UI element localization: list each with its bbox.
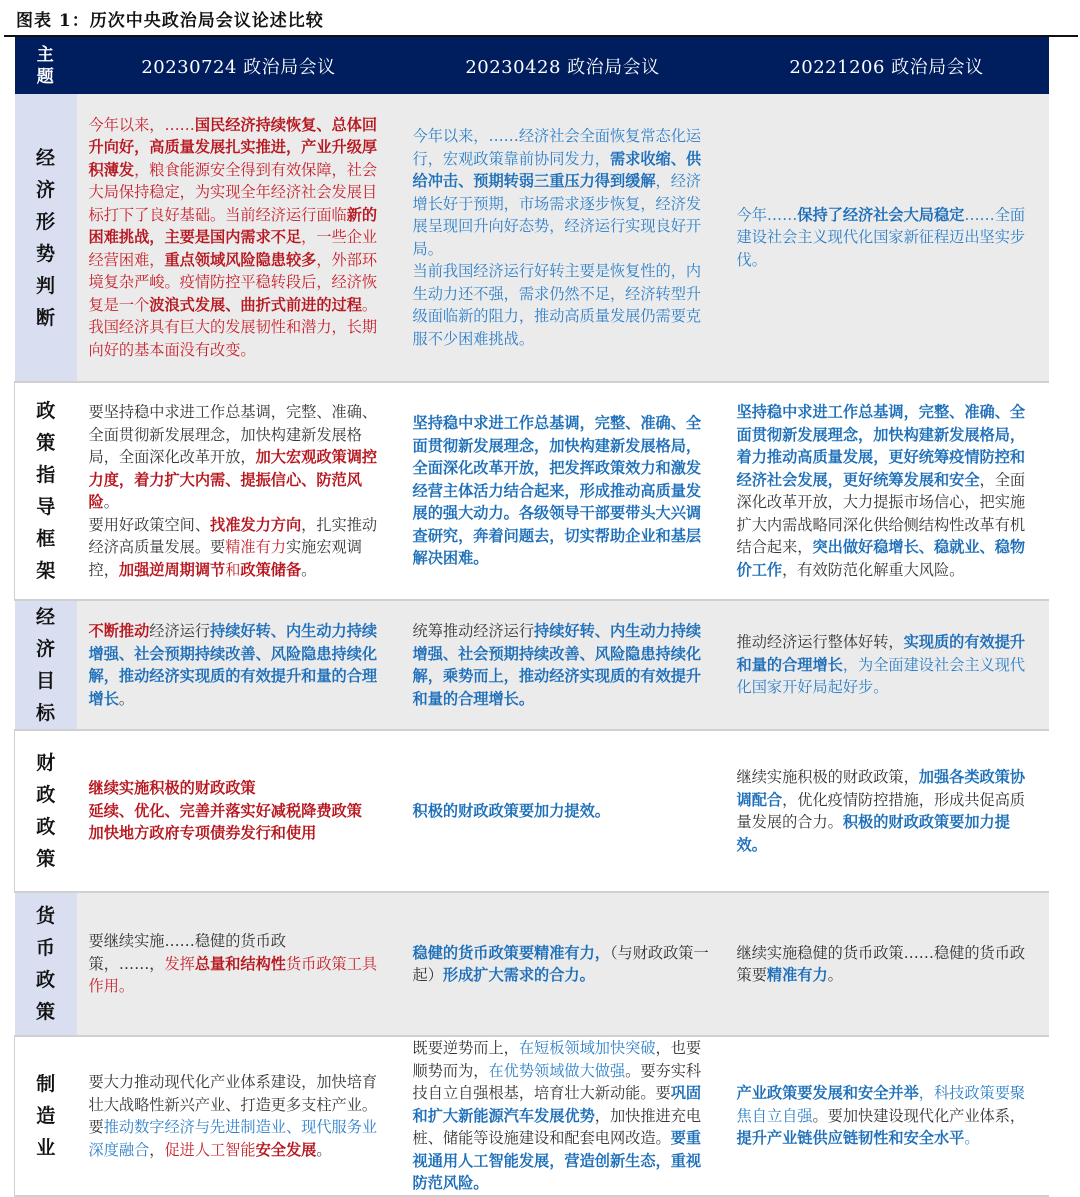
text-segment: 今年以来，……经济社会全面恢复常态化运行，宏观政策靠前协同发力， [412,127,702,168]
topic-char: 策 [36,848,56,870]
text-segment: ，优化疫情防控措施，形成共促高质量发展的合力。 [736,790,1026,831]
text-segment: 既要逆势而上， [412,1039,519,1058]
topic-char: 货 [35,905,55,927]
text-segment: 在优势领域做大做强 [488,1061,626,1080]
text-segment: 今年…… [736,205,798,224]
topic-char: 政 [36,816,56,838]
text-segment: 提升产业链供应链韧性和安全水平 [736,1129,965,1148]
topic-char: 财 [36,752,56,774]
cell-col3 [725,94,1049,382]
table-row-policy-framework [15,382,1049,600]
row-topic [15,94,77,382]
text-segment: 货币政策工具作用。 [88,954,378,996]
text-segment: ，加快推进充电桩、储能等设施建设和配套电网改造。 [412,1106,702,1148]
comparison-table [14,37,1049,1197]
text-segment: 保持了经济社会大局稳定 [797,205,965,224]
text-segment: ， [149,1140,165,1159]
row-topic [15,600,77,730]
text-segment: ，也要顺势而为， [412,1039,702,1080]
table-row-economic-goals [15,600,1049,730]
text-segment: ，有效防范化解重大风险。 [782,560,965,579]
text-segment: 重点领域风险隐患较多 [164,250,317,269]
text-segment: 。 要用好政策空间、 [88,493,210,534]
text-segment: 要重视通用人工智能发展，营造创新生态，重视防范风险。 [412,1129,702,1193]
text-segment: 国民经济持续恢复、总体回升向好，高质量发展扎实推进，产业升级厚积薄发 [88,115,378,179]
text-segment: 巩固和扩大新能源汽车发展优势 [412,1084,702,1125]
row-topic [15,382,77,600]
text-segment: 继续实施积极的财政政策， [736,768,919,786]
table-row-fiscal-policy [15,730,1049,892]
table-row-economic-situation [15,94,1049,382]
topic-char: 导 [36,496,56,518]
text-segment: ，经济增长好于预期，市场需求逐步恢复，经济发展呈现回升向好态势，经济运行实现良好开局。 [412,172,702,258]
text-segment: 今年以来，…… [88,115,195,134]
cell-col2 [401,94,725,382]
text-segment: 突出做好稳增长、稳就业、稳物价工作 [736,538,1026,579]
cell-col2 [401,382,725,600]
text-segment: 需求收缩、供给冲击、预期转弱三重压力得到缓解 [412,149,702,190]
text-segment: ……全面建设社会主义现代化国家新征程迈出坚实步伐。 [736,205,1026,269]
text-segment: 持续好转、内生动力持续增强、社会预期持续改善、风险隐患持续化解，乘势而上，推动经济实现质的有效提升和量的合理增长。 [412,622,702,708]
cell-col1 [77,600,401,730]
text-segment: 产业政策要发展和安全并举 [736,1084,919,1103]
topic-char: 架 [36,560,56,582]
topic-char: 势 [35,242,55,265]
text-segment: ，为全面建设社会主义现代化国家开好局起好步。 [736,655,1026,697]
topic-char: 策 [36,432,56,454]
text-segment: 。 [827,966,843,984]
text-segment: 精准有力 [766,966,828,984]
table-row-monetary-policy [15,892,1049,1036]
cell-col3 [725,382,1049,600]
text-segment: ，一些企业经营困难， [88,228,378,269]
text-segment: 要大力推动现代化产业体系建设，加快培育壮大战略性新兴产业、打造更多支柱产业。要 [88,1073,378,1136]
text-segment: 。我国经济具有巨大的发展韧性和潜力，长期向好的基本面没有改变。 [88,295,378,359]
cell-col2 [401,892,725,1036]
cell-col1 [77,94,401,382]
text-segment: 形成扩大需求的合力。 [442,966,595,984]
cell-col2 [401,600,725,730]
figure-caption: 图表 1：历次中央政治局会议论述比较 [16,11,324,31]
text-segment: ，科技政策要聚焦自立自强 [736,1084,1026,1125]
text-segment: 新的困难挑战，主要是国内需求不足 [88,205,378,247]
text-segment: 坚持稳中求进工作总基调，完整、准确、全面贯彻新发展理念，加快构建新发展格局，着力推动高质量发展，更好统筹疫情防控和经济社会发展，更好统筹发展和安全 [736,403,1026,489]
text-segment: ，粮食能源安全得到有效保障，社会大局保持稳定，为实现全年经济社会发展目标打下了良好基础。当前经济运行面临 [88,160,378,224]
header-topic-char: 主 [36,44,55,65]
text-segment: 安全发展 [255,1140,317,1159]
topic-char: 业 [36,1137,56,1159]
text-segment: 坚持稳中求进工作总基调，完整、准确、全面贯彻新发展理念，加快构建新发展格局，全面深化改革开放，把发挥政策效力和激发经营主体活力结合起来，形成推动高质量发展的强大动力。各级领导干部要带头大兴调查研究，奔着问题去，切实帮助企业和基层解决困难。 [412,414,702,568]
text-segment: 持续好转、内生动力持续增强、社会预期持续改善、风险隐患持续化解，推动经济实现质的有效提升和量的合理增长 [88,622,378,708]
text-segment: 。要加快建设现代化产业体系， [812,1106,1026,1125]
topic-char: 政 [35,969,55,991]
row-topic [15,892,77,1036]
text-segment: 不断推动 [88,622,150,640]
row-topic [15,730,77,892]
row-topic [15,1036,77,1196]
cell-col3 [725,892,1049,1036]
text-segment: 推动经济运行整体好转， [736,633,904,652]
header-20221206: 20221206 政治局会议 [725,37,1049,94]
text-segment: 积极的财政政策要加力提效。 [736,813,1010,854]
text-segment: 稳健的货币政策要精准有力， [412,943,610,962]
cell-col3 [725,730,1049,892]
topic-char: 标 [35,702,55,724]
text-segment: 实施宏观调控， [88,538,362,579]
text-segment: 加强逆周期调节 [118,560,226,579]
text-segment: ，全面深化改革开放，大力提振市场信心，把实施扩大内需战略同深化供给侧结构性改革有机结合起来， [736,470,1026,556]
text-segment: 促进人工智能 [164,1140,256,1159]
cell-col1 [77,382,401,600]
text-segment: 经济运行 [149,622,210,640]
topic-char: 框 [36,528,56,550]
text-segment: 找准发力方向 [210,515,302,534]
text-segment: 加强各类政策协调配合 [736,768,1026,809]
cell-col1 [77,730,401,892]
header-topic-char: 题 [36,66,55,87]
text-segment: 加大宏观政策调控力度，着力扩大内需、提振信心、防范风险 [88,448,378,511]
topic-char: 造 [36,1105,56,1127]
text-segment: 实现质的有效提升和量的合理增长 [736,633,1026,674]
topic-char: 断 [35,306,55,329]
topic-char: 政 [36,400,56,422]
text-segment: 和 [225,560,241,579]
cell-col2 [401,1036,725,1196]
text-segment: 政策储备 [240,560,302,579]
topic-char: 济 [35,178,55,201]
text-segment: 。 [118,689,135,708]
text-segment: 发挥 [164,954,195,973]
cell-col2 [401,730,725,892]
text-segment: 总量和结构性 [194,954,286,973]
text-segment: ，外部环境复杂严峻。疫情防控平稳转段后，经济恢复是一个 [88,250,378,314]
text-segment: 。 [316,1140,332,1159]
text-segment: 要坚持稳中求进工作总基调，完整、准确、全面贯彻新发展理念，加快构建新发展格局，全面深化改革开放， [88,403,378,466]
topic-char: 策 [35,1001,55,1023]
topic-char: 判 [35,274,55,297]
text-segment: 在短板领域加快突破 [518,1039,656,1058]
topic-char: 目 [35,670,55,692]
header-row [15,37,1049,94]
topic-char: 经 [35,606,55,628]
cell-col1 [77,1036,401,1196]
text-segment: 推动数字经济与先进制造业、现代服务业深度融合 [88,1118,378,1159]
topic-char: 经 [35,146,55,169]
header-topic [15,37,77,94]
topic-char: 指 [36,464,56,486]
cell-col1 [77,892,401,1036]
text-segment: 。要夯实科技自立自强根基，培育壮大新动能。要 [412,1061,702,1103]
topic-char: 政 [36,784,56,806]
text-segment: ，扎实推动经济高质量发展。要 [88,515,378,556]
topic-char: 形 [35,210,55,233]
text-segment: 当前我国经济运行好转主要是恢复性的，内生动力还不强，需求仍然不足，经济转型升级面临新的阻力，推动高质量发展仍需要克服不少困难挑战。 [412,262,702,348]
cell-col3 [725,600,1049,730]
topic-char: 制 [36,1073,56,1095]
topic-char: 币 [35,937,55,959]
text-segment: 。 [301,560,317,579]
text-segment: 波浪式发展、曲折式前进的过程 [149,295,362,314]
topic-char: 济 [35,638,55,660]
header-20230428: 20230428 政治局会议 [401,37,725,94]
text-segment: 统筹推动经济运行 [412,622,534,640]
header-20230724: 20230724 政治局会议 [77,37,401,94]
table-row-manufacturing [15,1036,1049,1196]
cell-col3 [725,1036,1049,1196]
text-segment: 积极的财政政策要加力提效。 [412,801,610,820]
text-segment: 精准有力 [225,538,286,556]
text-segment: 继续实施稳健的货币政策……稳健的货币政策要 [736,943,1026,984]
text-segment: 要继续实施……稳健的货币政 策，……， [88,932,286,973]
text-segment: 。 [964,1129,980,1148]
text-segment: 继续实施积极的财政政策 延续、优化、完善并落实好减税降费政策 加快地方政府专项债券发行和使用 [88,779,362,843]
text-segment: （与财政政策一起） [412,943,709,984]
